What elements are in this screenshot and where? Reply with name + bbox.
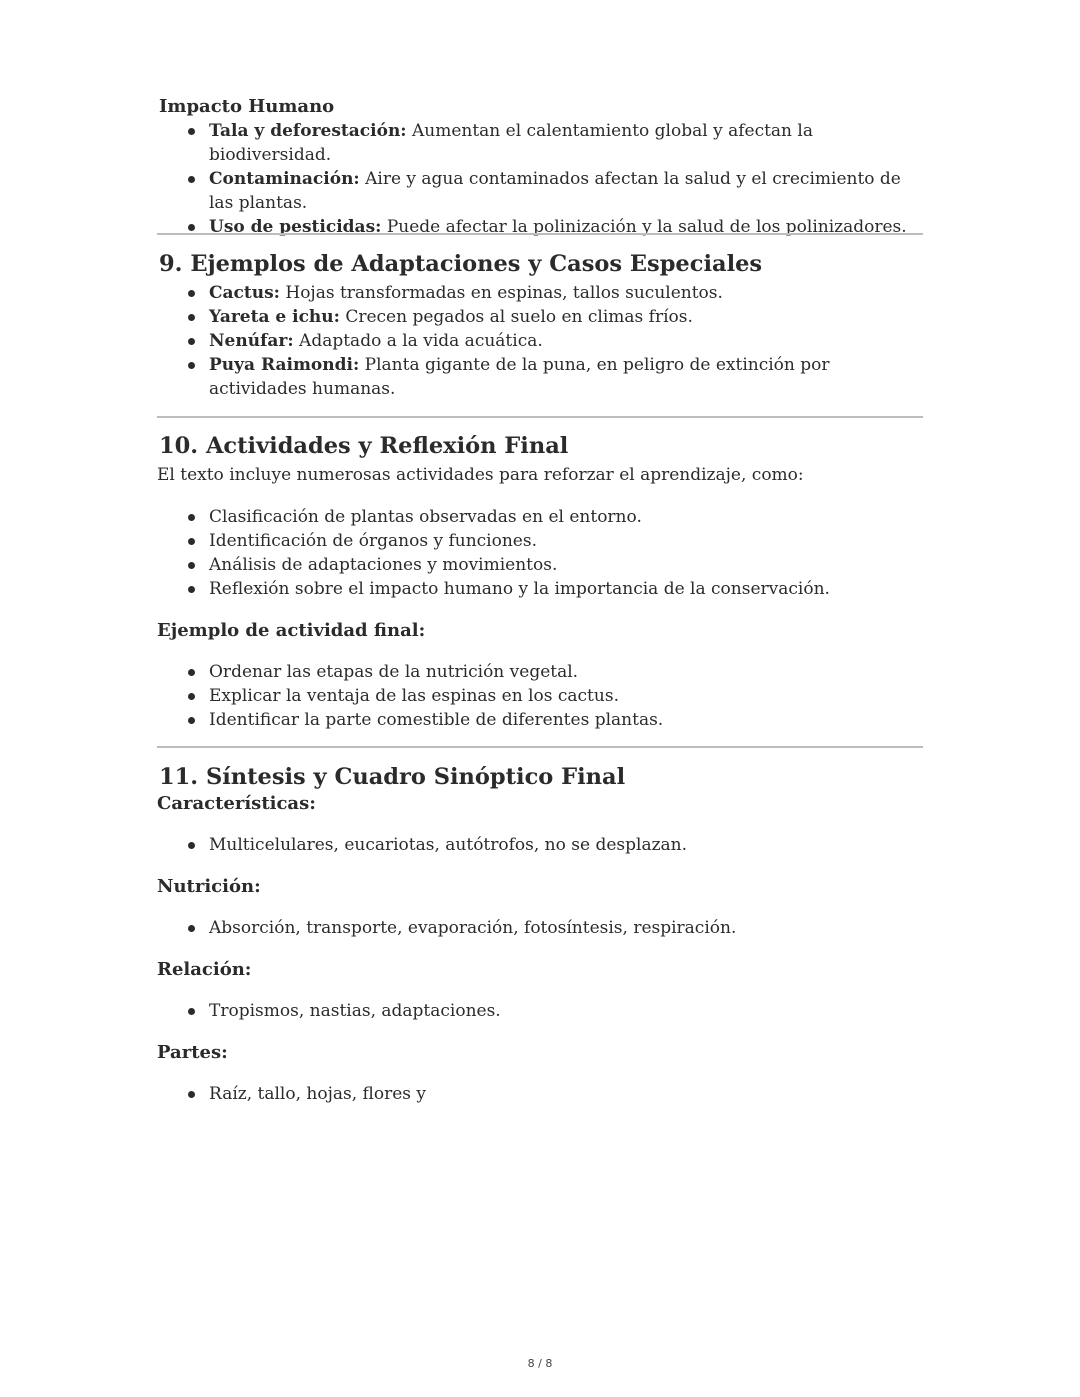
section-divider [157,416,923,418]
section-10-intro: El texto incluye numerosas actividades para reforzar el aprendizaje, como: [157,465,804,485]
item-text: Aumentan el calentamiento global y afectan la biodiversidad. [209,121,813,165]
page-number: 8 / 8 [527,1357,553,1370]
relacion-heading: Relación: [157,959,252,980]
item-term: Puya Raimondi: [209,355,360,375]
partes-list [157,1082,923,1106]
section-11-heading: 11. Síntesis y Cuadro Sinóptico Final [159,764,626,790]
section-10 [157,432,923,732]
list-item [157,353,923,401]
example-activity-list [157,660,923,732]
item-text: Planta gigante de la puna, en peligro de extinción por actividades humanas. [209,355,830,399]
impacto-humano-section [157,95,923,239]
list-item [157,215,923,239]
impacto-humano-heading: Impacto Humano [159,96,335,117]
list-item: Explicar la ventaja de las espinas en los cactus. [157,684,923,708]
example-activity-heading: Ejemplo de actividad final: [157,620,426,641]
list-item: Raíz, tallo, hojas, flores y [157,1082,923,1106]
list-item [157,119,923,167]
item-text: Adaptado a la vida acuática. [293,331,543,351]
item-text: Puede afectar la polinización y la salud de los polinizadores. [381,217,907,237]
item-text: Aire y agua contaminados afectan la salud y el crecimiento de las plantas. [209,169,901,213]
section-10-list [157,505,923,601]
list-item: Multicelulares, eucariotas, autótrofos, no se desplazan. [157,833,923,857]
item-term: Yareta e ichu: [209,307,340,327]
section-divider [157,233,923,235]
list-item: Tropismos, nastias, adaptaciones. [157,999,923,1023]
section-9-list [157,281,923,401]
list-item: Absorción, transporte, evaporación, fotosíntesis, respiración. [157,916,923,940]
list-item [157,305,923,329]
item-term: Uso de pesticidas: [209,217,382,237]
partes-heading: Partes: [157,1042,228,1063]
nutricion-list [157,916,923,940]
list-item: Ordenar las etapas de la nutrición vegetal. [157,660,923,684]
section-10-heading: 10. Actividades y Reflexión Final [159,433,569,459]
item-term: Nenúfar: [209,331,294,351]
list-item [157,167,923,215]
caracteristicas-heading: Características: [157,793,316,814]
section-9 [157,250,923,401]
caracteristicas-list [157,833,923,857]
item-text: Crecen pegados al suelo en climas fríos. [339,307,693,327]
list-item [157,281,923,305]
nutricion-heading: Nutrición: [157,876,261,897]
section-divider [157,746,923,748]
item-term: Tala y deforestación: [209,121,407,141]
item-text: Hojas transformadas en espinas, tallos suculentos. [279,283,723,303]
list-item: Identificación de órganos y funciones. [157,529,923,553]
list-item: Reflexión sobre el impacto humano y la importancia de la conservación. [157,577,923,601]
list-item: Análisis de adaptaciones y movimientos. [157,553,923,577]
list-item [157,329,923,353]
section-11 [157,763,923,1106]
item-term: Cactus: [209,283,280,303]
list-item: Identificar la parte comestible de diferentes plantas. [157,708,923,732]
relacion-list [157,999,923,1023]
item-term: Contaminación: [209,169,360,189]
impacto-list [157,119,923,239]
list-item: Clasificación de plantas observadas en el entorno. [157,505,923,529]
section-9-heading: 9. Ejemplos de Adaptaciones y Casos Especiales [159,251,763,277]
